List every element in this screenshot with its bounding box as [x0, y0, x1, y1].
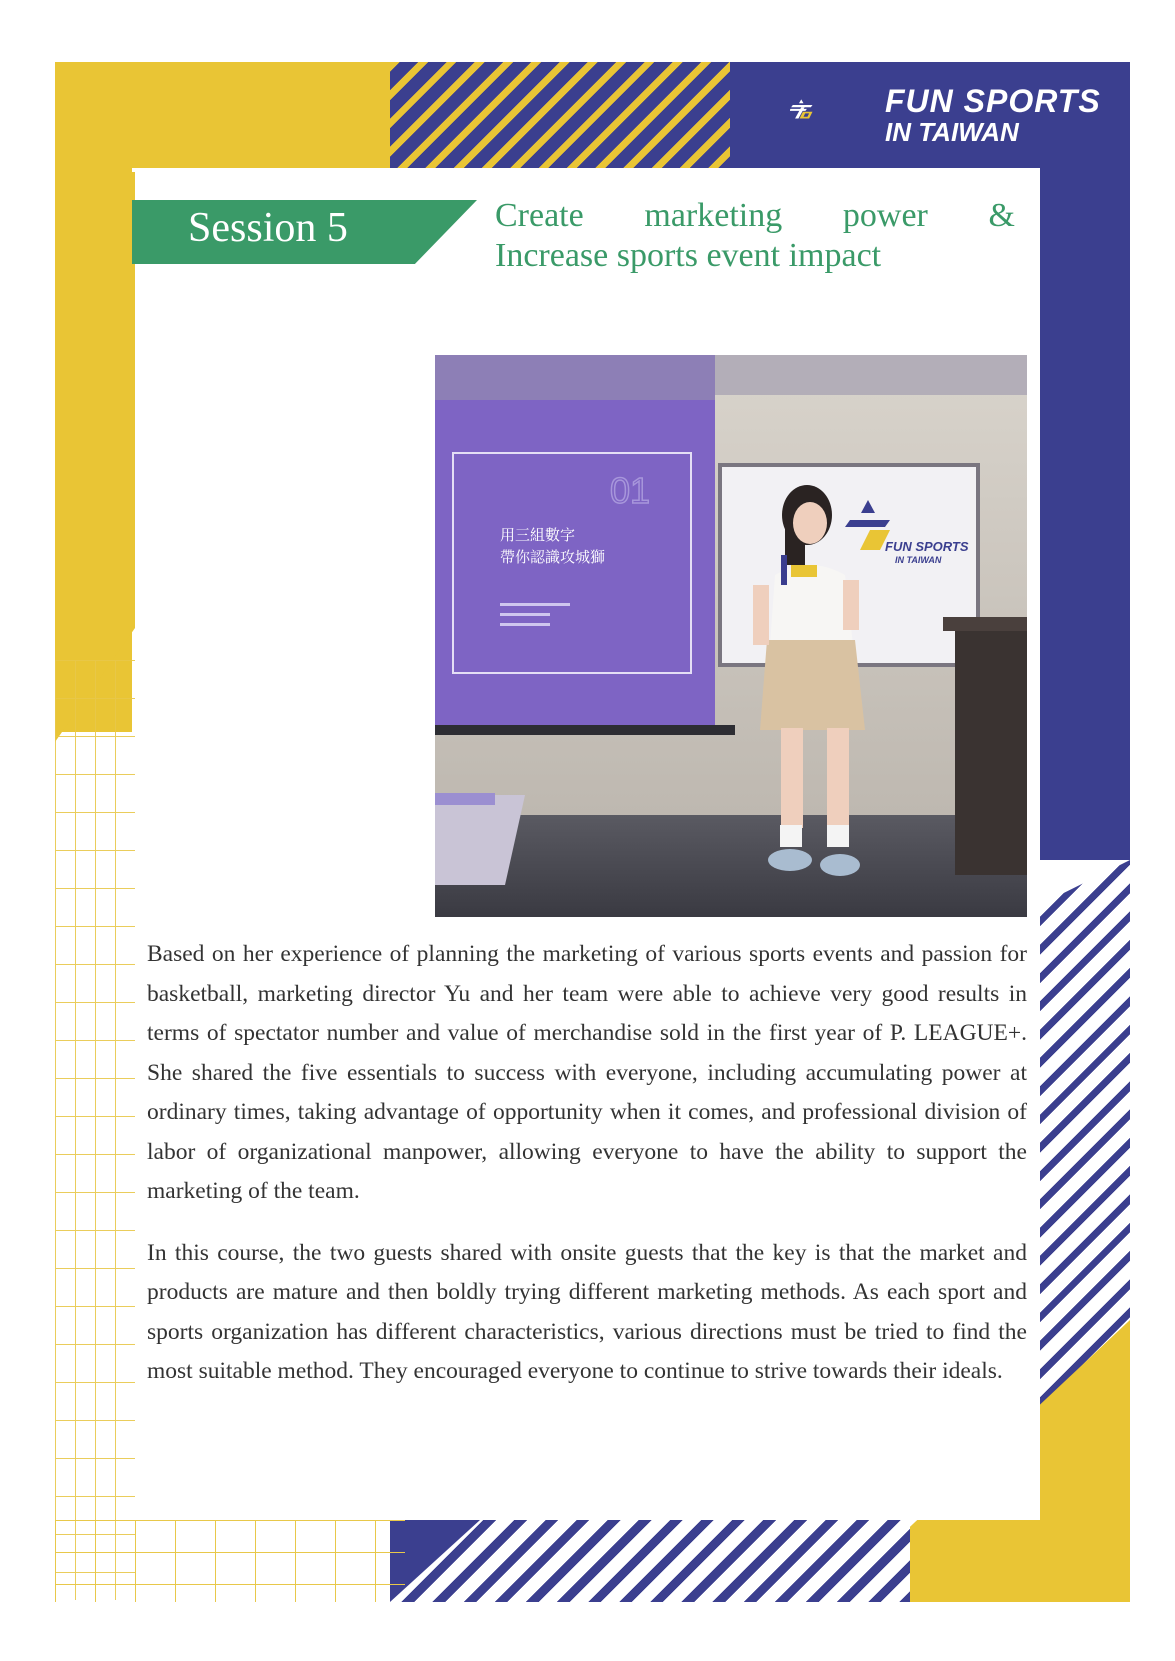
brand-line1: FUN SPORTS: [885, 83, 1101, 119]
grid-pattern-left: [55, 660, 135, 1600]
session-heading: [495, 196, 1015, 276]
heading-word: &: [988, 197, 1015, 234]
session-label: Session 5: [188, 205, 348, 251]
body-paragraph-2: In this course, the two guests shared with onsite guests that the key is that the market and products are mature and then boldly trying different marketing methods. As each sport and sports organization has different characteristics, various directions must be tried to find the most suitable method. They encouraged everyone to continue to strive towards their ideals.: [147, 1239, 1027, 1384]
slide-number: 01: [610, 470, 651, 511]
diagonal-stripes-top: [390, 62, 730, 172]
fun-sports-logo-icon: [790, 74, 880, 146]
slide-title-line2: 帶你認識攻城獅: [500, 548, 606, 566]
brand-wordmark: [885, 84, 1101, 146]
heading-line2: Increase sports event impact: [495, 237, 882, 274]
heading-word: marketing: [644, 197, 783, 234]
body-text: [147, 935, 1027, 1414]
event-photo-illustration: [435, 355, 1027, 917]
event-photo: [435, 355, 1027, 917]
heading-word: Create: [495, 197, 584, 234]
heading-line1: [495, 196, 1015, 236]
heading-word: power: [842, 197, 928, 234]
diagonal-stripes-bottom: [390, 1520, 910, 1602]
backdrop-logo-line2: IN TAIWAN: [895, 555, 942, 565]
backdrop-logo-line1: FUN SPORTS: [885, 539, 969, 554]
body-paragraph-1: Based on her experience of planning the marketing of various sports events and passion for basketball, marketing director Yu and her team were able to achieve very good results in terms of spectator number and value of merchandise sold in the first year of P. LEAGUE+. She shared the five essentials to success with everyone, including accumulating power at ordinary times, taking advantage of opportunity when it comes, and professional division of labor of organizational manpower, allowing everyone to have the ability to support the marketing of the team.: [147, 941, 1027, 1204]
brand-line2: IN TAIWAN: [885, 117, 1019, 147]
slide-title-line1: 用三組數字: [500, 526, 576, 544]
